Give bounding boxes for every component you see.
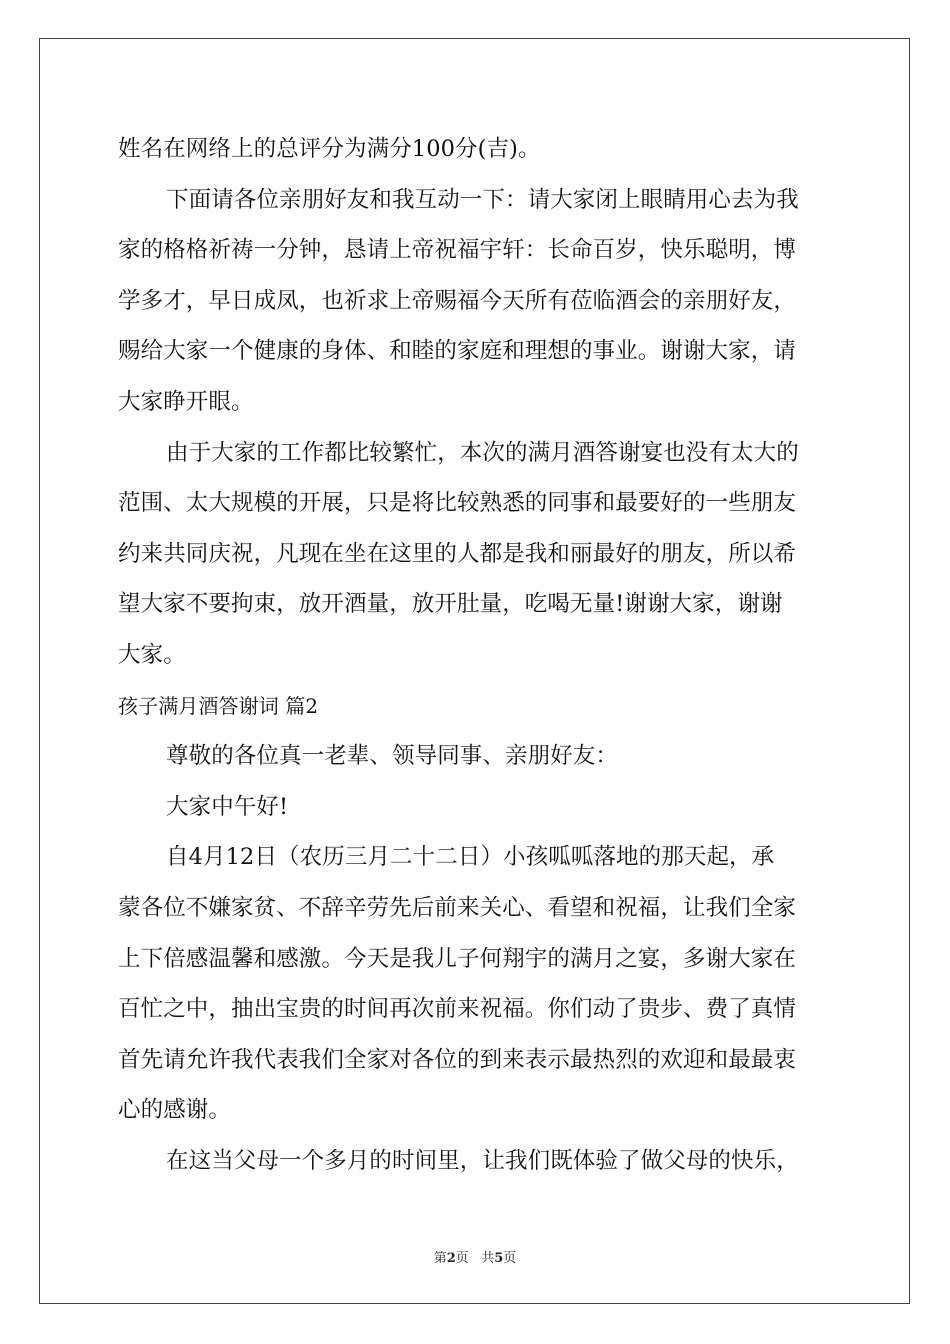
page-prefix: 第 xyxy=(433,1251,447,1266)
text-line: 学多才，早日成凤，也祈求上帝赐福今天所有莅临酒会的亲朋好友， xyxy=(118,287,797,314)
text-line: 大家。 xyxy=(118,641,186,668)
document-body xyxy=(118,124,838,1186)
page-suffix: 页 xyxy=(455,1251,469,1266)
paragraph-start: 下面请各位亲朋好友和我互动一下：请大家闭上眼睛用心去为我 xyxy=(166,186,799,213)
text-line: 心的感谢。 xyxy=(118,1097,232,1124)
paragraph-start: 在这当父母一个多月的时间里，让我们既体验了做父母的快乐， xyxy=(166,1147,799,1174)
salutation: 尊敬的各位真一老辈、领导同事、亲朋好友： xyxy=(166,743,619,770)
text-line: 大家睁开眼。 xyxy=(118,388,254,415)
total-suffix: 页 xyxy=(503,1251,517,1266)
text-line: 约来共同庆祝，凡现在坐在这里的人都是我和丽最好的朋友，所以希 xyxy=(118,540,797,567)
text-line: 蒙各位不嫌家贫、不辞辛劳先后前来关心、看望和祝福，让我们全家 xyxy=(118,894,797,921)
paragraph-start: 由于大家的工作都比较繁忙，本次的满月酒答谢宴也没有太大的 xyxy=(166,439,799,466)
total-pages: 5 xyxy=(494,1251,504,1266)
text-line: 首先请允许我代表我们全家对各位的到来表示最热烈的欢迎和最最衷 xyxy=(118,1046,797,1073)
paragraph-start: 自4月12日（农历三月二十二日）小孩呱呱落地的那天起，承 xyxy=(166,844,775,871)
page-number: 2 xyxy=(446,1251,456,1266)
text-line: 上下倍感温馨和感激。今天是我儿子何翔宇的满月之宴，多谢大家在 xyxy=(118,945,797,972)
page-footer xyxy=(0,1247,950,1266)
greeting: 大家中午好! xyxy=(166,793,289,820)
text-line: 望大家不要拘束，放开酒量，放开肚量，吃喝无量!谢谢大家，谢谢 xyxy=(118,591,783,618)
text-line: 赐给大家一个健康的身体、和睦的家庭和理想的事业。谢谢大家，请 xyxy=(118,338,797,365)
text-line: 范围、太大规模的开展，只是将比较熟悉的同事和最要好的一些朋友 xyxy=(118,490,797,517)
total-prefix: 共 xyxy=(481,1251,495,1266)
section-heading: 孩子满月酒答谢词 篇2 xyxy=(118,693,319,718)
text-line: 姓名在网络上的总评分为满分100分(吉)。 xyxy=(118,136,541,162)
text-line: 家的格格祈祷一分钟，恳请上帝祝福宇轩：长命百岁，快乐聪明，博 xyxy=(118,237,797,264)
text-line: 百忙之中，抽出宝贵的时间再次前来祝福。你们动了贵步、费了真情 xyxy=(118,996,797,1023)
